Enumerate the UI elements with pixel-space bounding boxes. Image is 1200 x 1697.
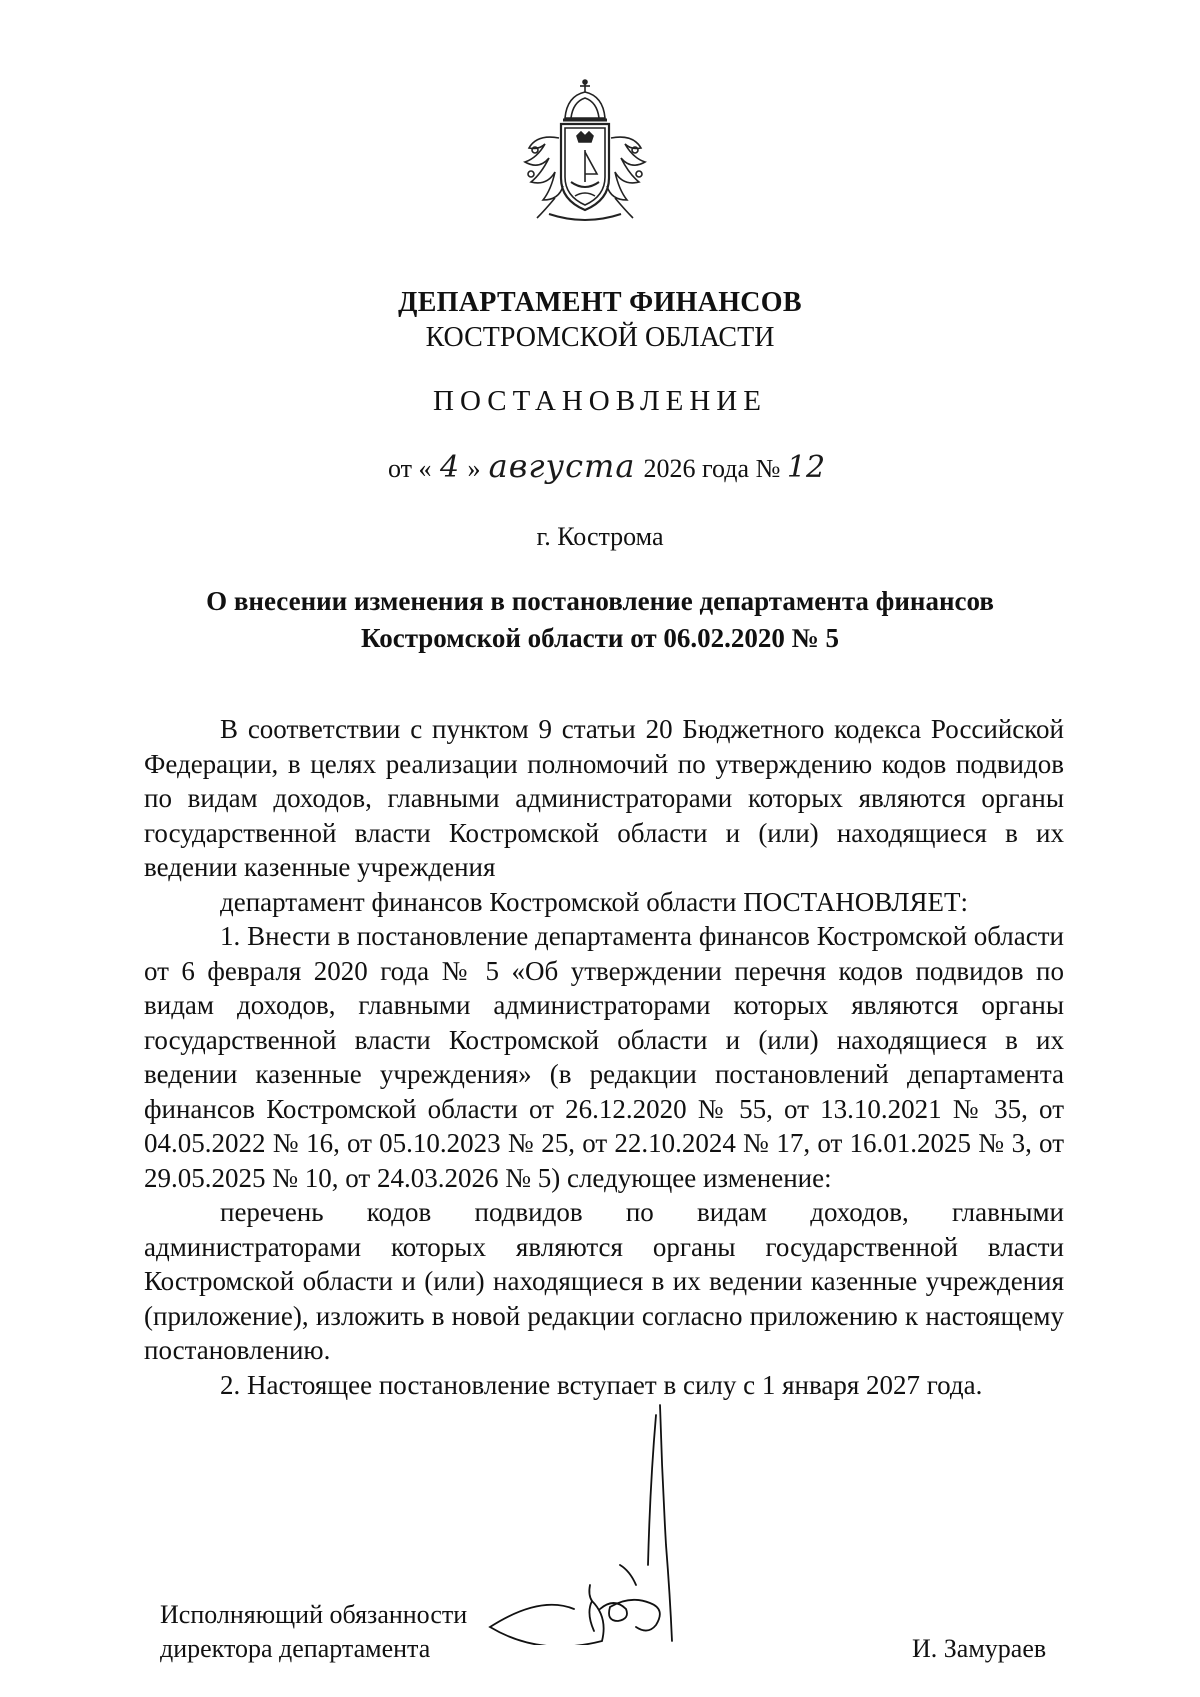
date-month: августа bbox=[488, 447, 636, 485]
document-number: 12 bbox=[786, 450, 826, 485]
department-region: КОСТРОМСКОЙ ОБЛАСТИ bbox=[425, 322, 775, 353]
body-paragraph-item-1-text: перечень кодов подвидов по видам доходов, главными администраторами которых являются органы государственной власти Костромской области и (или) находящиеся в их ведении казенные учреждения (приложение), изложить в новой редакции согласно приложению к настоящему постановлению. bbox=[144, 1197, 1064, 1365]
document-type: ПОСТАНОВЛЕНИЕ bbox=[433, 385, 767, 417]
signatory-position-line-2: директора департамента bbox=[160, 1634, 431, 1663]
document-body bbox=[144, 712, 1064, 1402]
date-day: 4 bbox=[439, 450, 460, 485]
coat-of-arms-icon bbox=[515, 78, 655, 228]
body-paragraph-resolves: департамент финансов Костромской области ПОСТАНОВЛЯЕТ: bbox=[220, 886, 969, 917]
signatory-position-line-1: Исполняющий обязанности bbox=[160, 1600, 468, 1629]
signatory-name: И. Замураев bbox=[912, 1634, 1047, 1663]
body-paragraph-preamble: В соответствии с пунктом 9 статьи 20 Бюджетного кодекса Российской Федерации, в целях реализации полномочий по утверждению кодов подвидов по видам доходов, главными администраторами которых являются органы государственной власти Костромской области и (или) находящиеся в их ведении казенные учреждения bbox=[144, 714, 1064, 882]
city: г. Кострома bbox=[536, 522, 664, 551]
title-line-1: О внесении изменения в постановление департамента финансов bbox=[206, 586, 994, 616]
body-paragraph-item-2: 2. Настоящее постановление вступает в силу с 1 января 2027 года. bbox=[220, 1369, 983, 1400]
date-quote-close: » bbox=[467, 454, 481, 483]
document-date bbox=[388, 447, 837, 485]
handwritten-signature bbox=[480, 1395, 740, 1645]
document-title bbox=[0, 583, 1200, 657]
department-name: ДЕПАРТАМЕНТ ФИНАНСОВ bbox=[398, 287, 802, 318]
title-line-2: Костромской области от 06.02.2020 № 5 bbox=[360, 623, 839, 653]
signatory-position bbox=[160, 1598, 467, 1666]
date-year: 2026 года № bbox=[643, 454, 781, 483]
date-prefix: от « bbox=[388, 454, 432, 483]
body-paragraph-item-1: 1. Внести в постановление департамента финансов Костромской области от 6 февраля 2020 года № 5 «Об утверждении перечня кодов подвидов по видам доходов, главными администраторами которых являются органы государственной власти Костромской области и (или) находящиеся в их ведении казенные учреждения» (в редакции постановлений департамента финансов Костромской области от 26.12.2020 № 55, от 13.10.2021 № 35, от 04.05.2022 № 16, от 05.10.2023 № 25, от 22.10.2024 № 17, от 16.01.2025 № 3, от 29.05.2025 № 10, от 24.03.2026 № 5) следующее изменение: bbox=[144, 921, 1064, 1193]
